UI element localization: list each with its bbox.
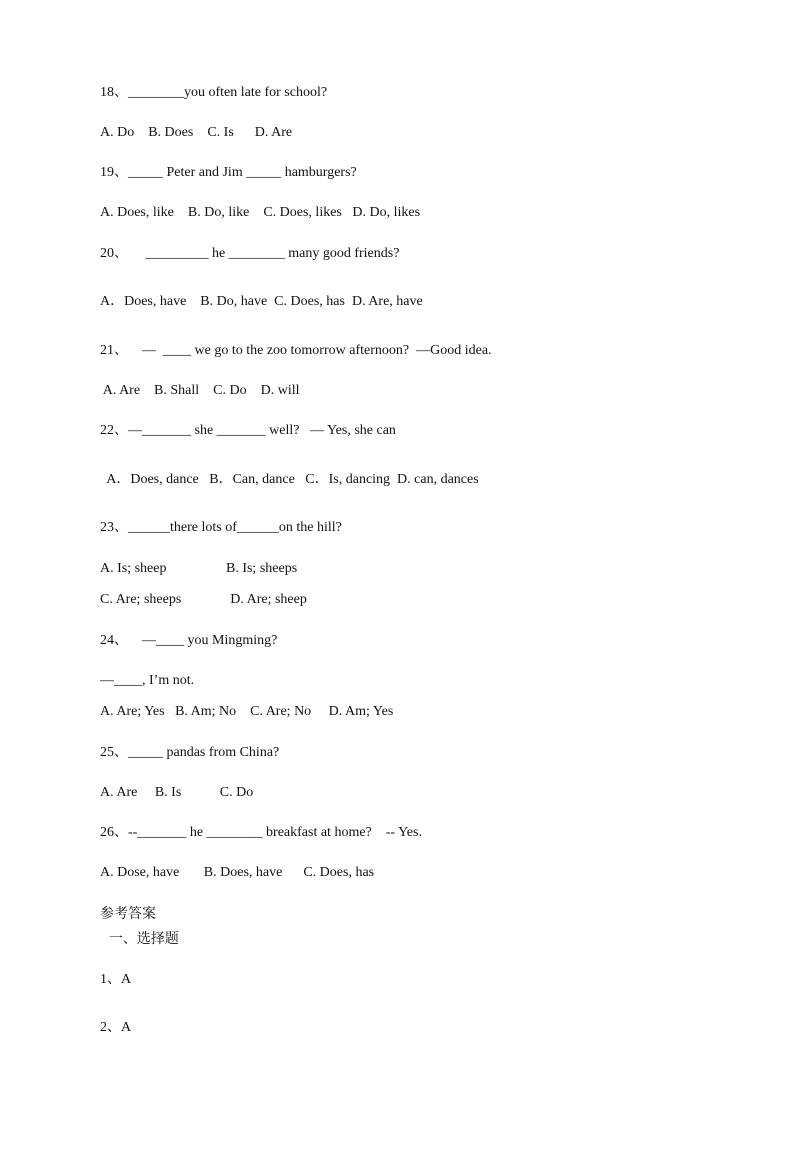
question-18-stem: 18、________you often late for school? — [100, 85, 328, 100]
question-23-options-row-2: C. Are; sheeps D. Are; sheep — [100, 592, 307, 607]
question-19-stem: 19、_____ Peter and Jim _____ hamburgers? — [100, 165, 357, 180]
question-22-options: A．Does, dance B．Can, dance C．Is, dancing D. can, dances — [100, 472, 479, 487]
question-19-options: A. Does, like B. Do, like C. Does, likes D. Do, likes — [100, 205, 421, 220]
question-20-options: A．Does, have B. Do, have C. Does, has D. Are, have — [100, 294, 423, 309]
question-20-stem: 20、 _________ he ________ many good friends? — [100, 246, 400, 261]
question-26-stem: 26、--_______ he ________ breakfast at home? -- Yes. — [100, 825, 422, 840]
answer-section-heading: 一、选择题 — [100, 931, 179, 947]
question-24-stem: 24、 —____ you Mingming? — [100, 633, 278, 648]
answer-item-1: 1、A — [100, 972, 132, 987]
answer-key-title: 参考答案 — [100, 906, 156, 922]
question-26-options: A. Dose, have B. Does, have C. Does, has — [100, 865, 375, 880]
answer-item-2: 2、A — [100, 1020, 132, 1035]
question-18-options: A. Do B. Does C. Is D. Are — [100, 125, 293, 140]
question-24-response: —____, I’m not. — [100, 673, 195, 688]
question-23-options-row-1: A. Is; sheep B. Is; sheeps — [100, 561, 298, 576]
question-25-stem: 25、_____ pandas from China? — [100, 745, 280, 760]
question-22-stem: 22、—_______ she _______ well? — Yes, she can — [100, 423, 396, 438]
question-21-options: A. Are B. Shall C. Do D. will — [100, 383, 300, 398]
question-24-options: A. Are; Yes B. Am; No C. Are; No D. Am; Yes — [100, 704, 394, 719]
question-21-stem: 21、 — ____ we go to the zoo tomorrow afternoon? —Good idea. — [100, 343, 492, 358]
question-23-stem: 23、______there lots of______on the hill? — [100, 520, 342, 535]
question-25-options: A. Are B. Is C. Do — [100, 785, 254, 800]
